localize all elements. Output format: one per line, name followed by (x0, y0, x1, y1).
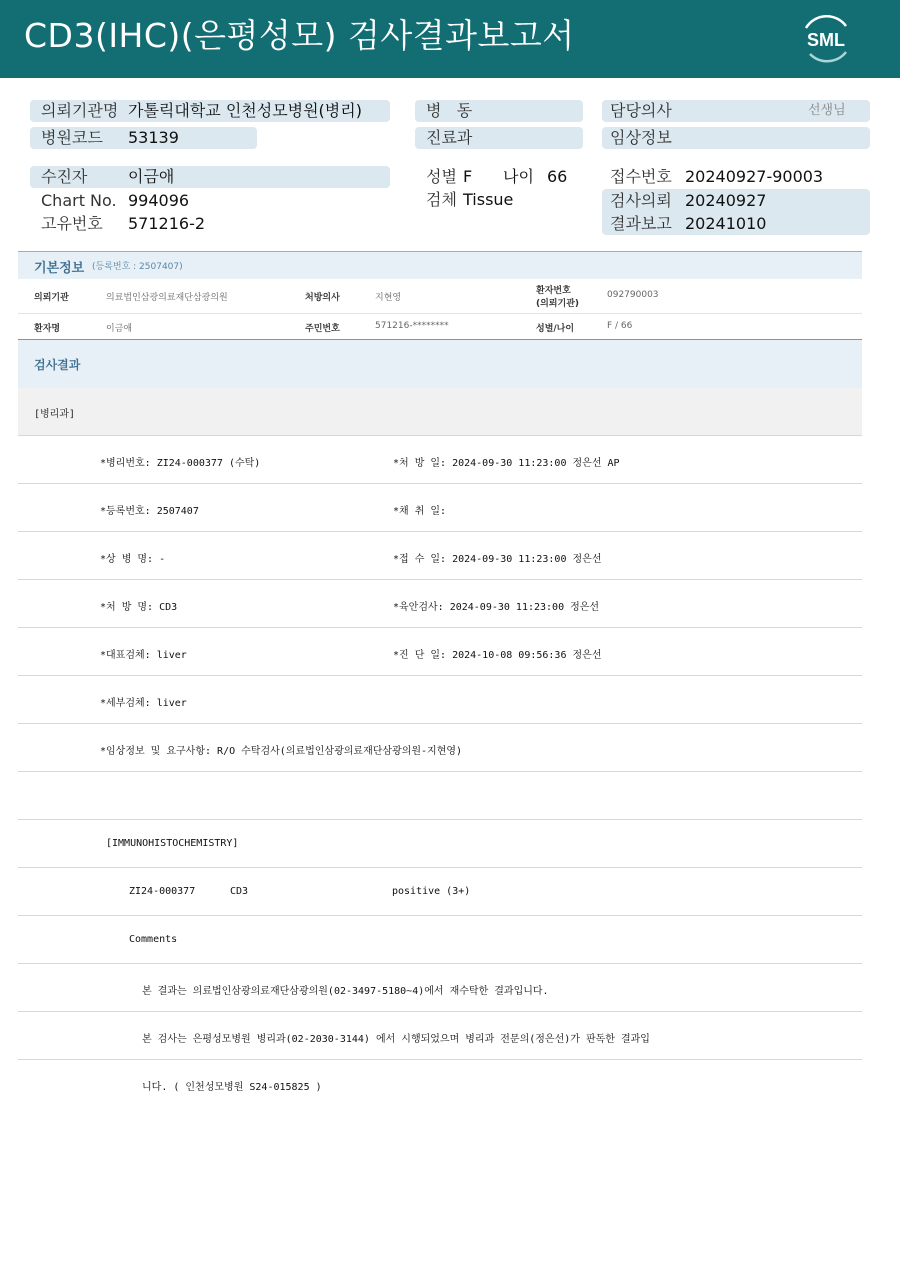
institution-value: 가톨릭대학교 인천성모병원(병리) (128, 101, 362, 120)
sex-label: 성별 (426, 167, 457, 186)
sex-age-field (415, 166, 583, 188)
basic-v-patient-no: 092790003 (607, 290, 659, 300)
pathology-no: *병리번호: ZI24-000377 (수탁) (100, 458, 261, 469)
basic-info-row-2 (18, 314, 862, 338)
basic-k-sex-age: 성별/나이 (536, 324, 575, 334)
ihc-result: positive (3+) (392, 886, 471, 897)
comment-text-1: 본 결과는 의료법인삼광의료재단삼광의원(02-3497-5180~4)에서 재수탁한 결과입니다. (142, 986, 549, 997)
doctor-suffix: 선생님 (808, 103, 846, 118)
basic-k-doctor: 처방의사 (305, 293, 340, 303)
results-header (18, 339, 862, 388)
report-title: CD3(IHC)(은평성모) 검사결과보고서 (24, 16, 575, 55)
result-line-7 (18, 724, 862, 772)
result-line-2 (18, 484, 862, 532)
clinical-info-label: 임상정보 (610, 128, 672, 147)
result-line-5 (18, 628, 862, 676)
ihc-result-row (18, 868, 862, 916)
receipt-field (602, 166, 870, 188)
ihc-test: CD3 (230, 886, 249, 897)
institution-label: 의뢰기관명 (41, 101, 119, 120)
basic-info-reg-note: (등록번호 : 2507407) (92, 262, 183, 272)
ihc-header-row (18, 820, 862, 868)
doctor-field (602, 100, 870, 122)
order-date: *처 방 일: 2024-09-30 11:23:00 정은선 AP (393, 458, 620, 469)
basic-k-ssn: 주민번호 (305, 324, 340, 334)
report-date-label: 결과보고 (610, 214, 672, 233)
institution-field (30, 100, 390, 122)
department-label: 진료과 (426, 128, 473, 147)
basic-info-header (18, 251, 862, 279)
comments-row (18, 916, 862, 964)
result-line-3 (18, 532, 862, 580)
sml-logo (796, 12, 856, 66)
receipt-value: 20240927-90003 (685, 167, 824, 186)
collection-date: *채 취 일: (393, 506, 447, 517)
report-date-value: 20241010 (685, 214, 767, 233)
ward-field (415, 100, 583, 122)
comment-text-2: 본 검사는 은평성모병원 병리과(02-2030-3144) 에서 시행되었으며 병리과 전문의(정은선)가 판독한 결과입 (142, 1034, 650, 1045)
results-title: 검사결과 (34, 358, 81, 372)
report-header (0, 0, 900, 78)
result-line-1 (18, 436, 862, 484)
patient-label: 수진자 (41, 167, 88, 186)
receipt-label: 접수번호 (610, 167, 672, 186)
hospital-code-label: 병원코드 (41, 128, 103, 147)
doctor-label: 담당의사 (610, 101, 672, 120)
basic-v-sex-age: F / 66 (607, 321, 633, 331)
request-label: 검사의뢰 (610, 191, 672, 210)
ward-label: 병 동 (426, 101, 473, 120)
chart-value: 994096 (128, 191, 190, 210)
order-name: *처 방 명: CD3 (100, 602, 178, 613)
receipt-date: *접 수 일: 2024-09-30 11:23:00 정은선 (393, 554, 602, 565)
basic-k-patient: 환자명 (34, 324, 61, 334)
hospital-code-field (30, 127, 257, 149)
unique-id-value: 571216-2 (128, 214, 206, 233)
patient-value: 이금애 (128, 167, 175, 186)
comments-label: Comments (129, 934, 178, 945)
unique-id-label: 고유번호 (41, 214, 103, 233)
hospital-code-value: 53139 (128, 128, 179, 147)
department-row (18, 388, 862, 436)
specimen-value: Tissue (463, 190, 514, 209)
chart-label: Chart No. (41, 191, 117, 210)
representative-specimen: *대표검체: liver (100, 650, 187, 661)
request-field (602, 190, 870, 212)
comment-line-3 (18, 1060, 862, 1107)
result-line-4 (18, 580, 862, 628)
basic-v-institution: 의료법인삼광의료재단삼광의원 (106, 293, 228, 303)
specimen-label: 검체 (426, 190, 457, 209)
diagnosis-date: *진 단 일: 2024-10-08 09:56:36 정은선 (393, 650, 602, 661)
detail-specimen: *세부검체: liver (100, 698, 187, 709)
request-value: 20240927 (685, 191, 767, 210)
unique-id-field (30, 213, 390, 235)
gross-exam: *육안검사: 2024-09-30 11:23:00 정은선 (393, 602, 600, 613)
diagnosis-name: *상 병 명: - (100, 554, 166, 565)
basic-v-patient: 이금애 (106, 324, 133, 334)
specimen-field (415, 189, 583, 211)
comment-line-2 (18, 1012, 862, 1060)
registration-no: *등록번호: 2507407 (100, 506, 199, 517)
basic-v-ssn: 571216-******** (375, 321, 449, 331)
clinical-request: *임상정보 및 요구사항: R/O 수탁검사(의료법인삼광의료재단삼광의원-지현영) (100, 746, 463, 757)
patient-field (30, 166, 390, 188)
basic-info-row-1 (18, 279, 862, 314)
department-field (415, 127, 583, 149)
basic-k-patient-no: 환자번호 (536, 286, 571, 296)
clinical-info-field (602, 127, 870, 149)
ihc-id: ZI24-000377 (129, 886, 196, 897)
ihc-header: [IMMUNOHISTOCHEMISTRY] (106, 838, 239, 849)
report-date-field (602, 213, 870, 235)
logo-text: SML (807, 30, 845, 50)
age-value: 66 (547, 167, 568, 186)
comment-line-1 (18, 964, 862, 1012)
age-label: 나이 (503, 167, 534, 186)
chart-field (30, 190, 390, 212)
basic-k-patient-no-sub: (의뢰기관) (536, 299, 580, 309)
department-name: [병리과] (34, 409, 76, 420)
blank-row (18, 772, 862, 820)
basic-info-title: 기본정보 (34, 261, 85, 276)
basic-k-institution: 의뢰기관 (34, 293, 69, 303)
basic-v-doctor: 지현영 (375, 293, 402, 303)
comment-text-3: 니다. ( 인천성모병원 S24-015825 ) (142, 1082, 322, 1093)
result-line-6 (18, 676, 862, 724)
sex-value: F (463, 167, 473, 186)
